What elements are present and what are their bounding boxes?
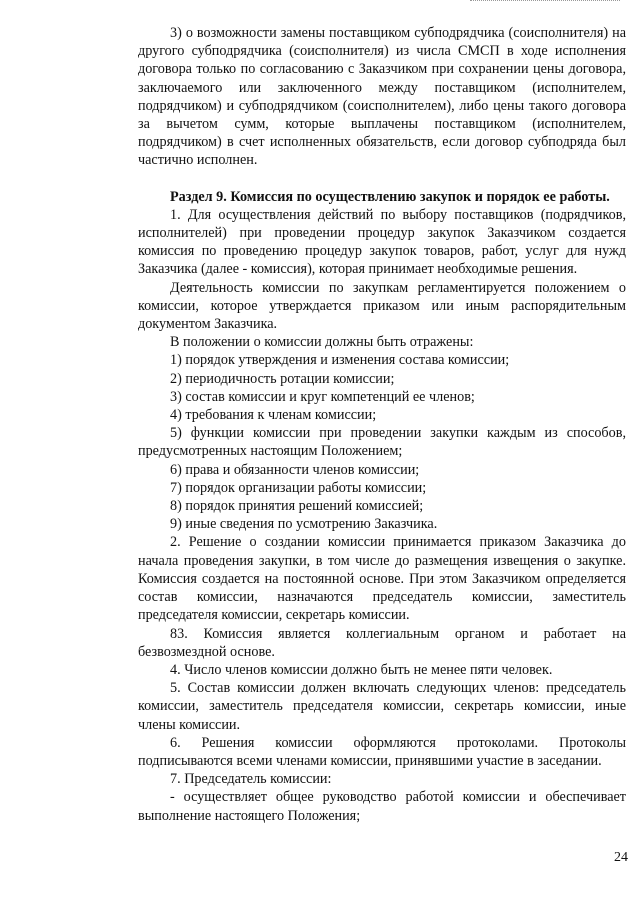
- paragraph-clause-83: 83. Комиссия является коллегиальным органом и работает на безвозмездной основе.: [138, 625, 626, 660]
- list-item-2: 2) периодичность ротации комиссии;: [170, 370, 395, 387]
- page-content: [138, 24, 626, 825]
- paragraph-2: Деятельность комиссии по закупкам регламентируется положением о комиссии, которое утверждается приказом или иным распорядительным документом Заказчика.: [138, 279, 626, 333]
- list-item-8: 8) порядок принятия решений комиссией;: [170, 498, 424, 515]
- paragraph-subcontractor-replacement: 3) о возможности замены поставщиком субподрядчика (соисполнителя) на другого субподрядчика (соисполнителя) из числа СМСП в ходе исполнения договора только по согласованию с Заказчиком при сохранении цены договора, заключаемого или заключенного между поставщиком (исполнителем, подрядчиком) и субподрядчиком (соисполнителем), либо цены такого договора за вычетом сумм, которые выплачены поставщиком (исполнителем, подрядчиком) в счет исполненных обязательств, если договор субподряда был частично исполнен.: [138, 25, 626, 169]
- list-item-7: 7) порядок организации работы комиссии;: [170, 479, 427, 496]
- list-item-4: 4) требования к членам комиссии;: [170, 407, 377, 424]
- paragraph-3: В положении о комиссии должны быть отражены:: [170, 334, 474, 351]
- list-item-5: 5) функции комиссии при проведении закупки каждым из способов, предусмотренных настоящим Положением;: [138, 425, 626, 460]
- list-item-1: 1) порядок утверждения и изменения состава комиссии;: [170, 352, 510, 369]
- paragraph-clause-4: 4. Число членов комиссии должно быть не менее пяти человек.: [170, 661, 553, 678]
- paragraph-clause-5: 5. Состав комиссии должен включать следующих членов: председатель комиссии, заместитель председателя комиссии, секретарь комиссии, иные члены комиссии.: [138, 680, 626, 733]
- section-heading: Раздел 9. Комиссия по осуществлению закупок и порядок ее работы.: [170, 188, 610, 205]
- paragraph-chair-duties: - осуществляет общее руководство работой комиссии и обеспечивает выполнение настоящего Положения;: [138, 789, 626, 824]
- paragraph-clause-2: 2. Решение о создании комиссии принимается приказом Заказчика до начала проведения закупки, в том числе до размещения извещения о закупке. Комиссия создается на постоянной основе. При этом Заказчиком определяется состав комиссии, назначаются председатель комиссии, заместитель председателя комиссии, секретарь комиссии.: [138, 534, 626, 624]
- paragraph-1: 1. Для осуществления действий по выбору поставщиков (подрядчиков, исполнителей) при проведении процедур закупок Заказчиком создается комиссия по проведению процедур закупок товаров, работ, услуг для нужд Заказчика (далее - комиссия), которая принимает необходимые решения.: [138, 206, 626, 278]
- section-gap: [138, 170, 626, 188]
- list-item-3: 3) состав комиссии и круг компетенций ее членов;: [170, 388, 475, 405]
- scan-edge-mark: [470, 0, 620, 3]
- paragraph-clause-6: 6. Решения комиссии оформляются протоколами. Протоколы подписываются всеми членами комиссии, принявшими участие в заседании.: [138, 734, 626, 769]
- page-number: 24: [614, 850, 628, 865]
- paragraph-clause-7: 7. Председатель комиссии:: [170, 771, 332, 788]
- list-item-6: 6) права и обязанности членов комиссии;: [170, 461, 420, 478]
- list-item-9: 9) иные сведения по усмотрению Заказчика.: [170, 516, 438, 533]
